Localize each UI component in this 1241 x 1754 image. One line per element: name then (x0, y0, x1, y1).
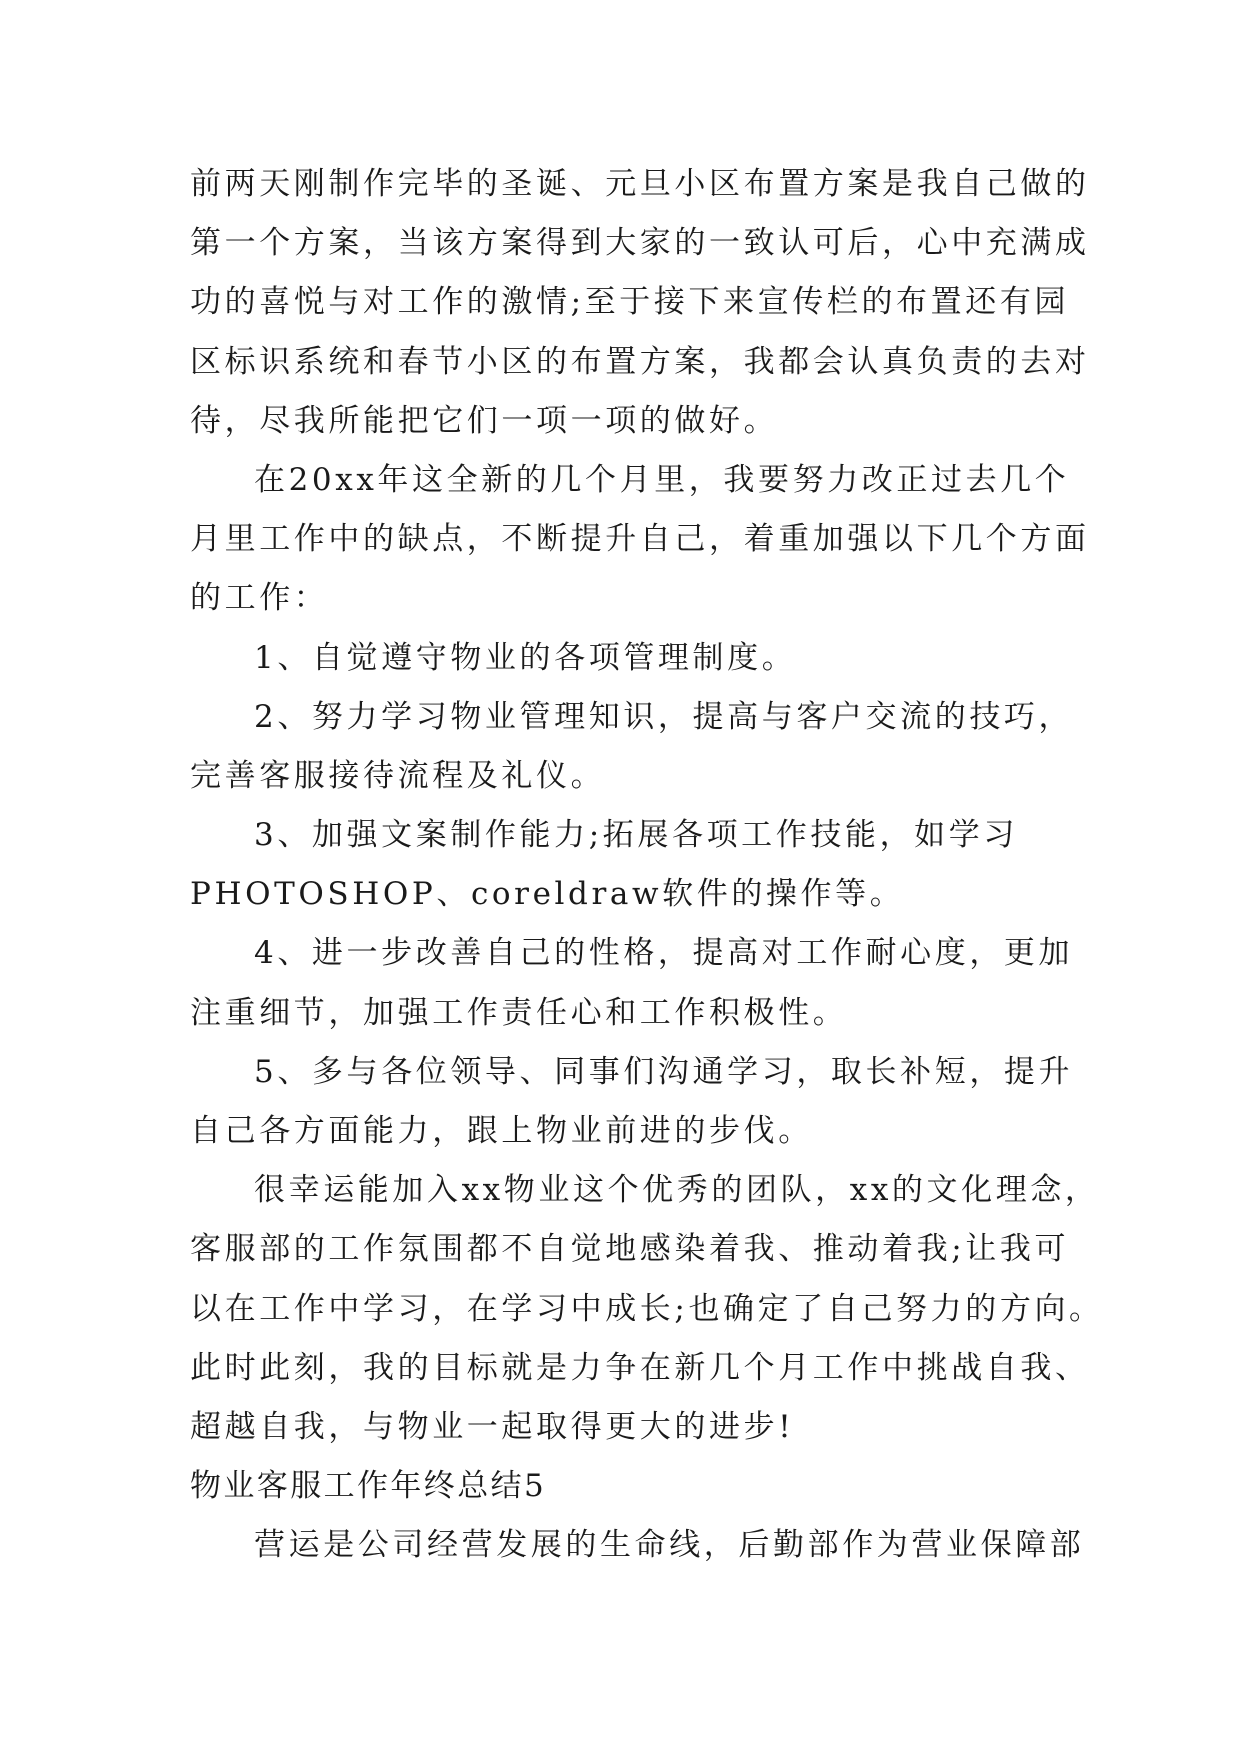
section-heading: 物业客服工作年终总结5 (190, 1468, 547, 1505)
text-line: 注重细节，加强工作责任心和工作积极性。 (190, 994, 848, 1031)
text-line: PHOTOSHOP、coreldraw软件的操作等。 (190, 876, 905, 913)
list-item-2: 2、努力学习物业管理知识，提高与客户交流的技巧， (254, 698, 1074, 735)
text-line: 第一个方案，当该方案得到大家的一致认可后，心中充满成 (190, 225, 1090, 262)
text-line: 此时此刻，我的目标就是力争在新几个月工作中挑战自我、 (190, 1349, 1090, 1386)
text-line: 待，尽我所能把它们一项一项的做好。 (190, 402, 779, 439)
text-line: 完善客服接待流程及礼仪。 (190, 757, 606, 794)
text-line: 以在工作中学习，在学习中成长;也确定了自己努力的方向。 (190, 1290, 1104, 1327)
list-item-1: 1、自觉遵守物业的各项管理制度。 (254, 639, 797, 676)
list-item-5: 5、多与各位领导、同事们沟通学习，取长补短，提升 (254, 1053, 1074, 1090)
text-line: 功的喜悦与对工作的激情;至于接下来宣传栏的布置还有园 (190, 284, 1070, 321)
text-line: 的工作： (190, 580, 329, 617)
paragraph-first-line: 营运是公司经营发展的生命线，后勤部作为营业保障部 (254, 1527, 1085, 1564)
document-body (190, 155, 1104, 1576)
text-line: 超越自我，与物业一起取得更大的进步! (190, 1408, 795, 1445)
list-item-4: 4、进一步改善自己的性格，提高对工作耐心度，更加 (254, 935, 1074, 972)
text-line: 自己各方面能力，跟上物业前进的步伐。 (190, 1113, 813, 1149)
list-item-3: 3、加强文案制作能力;拓展各项工作技能，如学习 (254, 817, 1018, 854)
text-line: 月里工作中的缺点，不断提升自己，着重加强以下几个方面 (190, 521, 1090, 558)
paragraph-first-line: 很幸运能加入xx物业这个优秀的团队，xx的文化理念， (254, 1172, 1100, 1209)
text-line: 前两天刚制作完毕的圣诞、元旦小区布置方案是我自己做的 (190, 166, 1090, 202)
paragraph-first-line: 在20xx年这全新的几个月里，我要努力改正过去几个 (254, 461, 1070, 498)
text-line: 客服部的工作氛围都不自觉地感染着我、推动着我;让我可 (190, 1231, 1070, 1268)
text-line: 区标识系统和春节小区的布置方案，我都会认真负责的去对 (190, 343, 1090, 380)
